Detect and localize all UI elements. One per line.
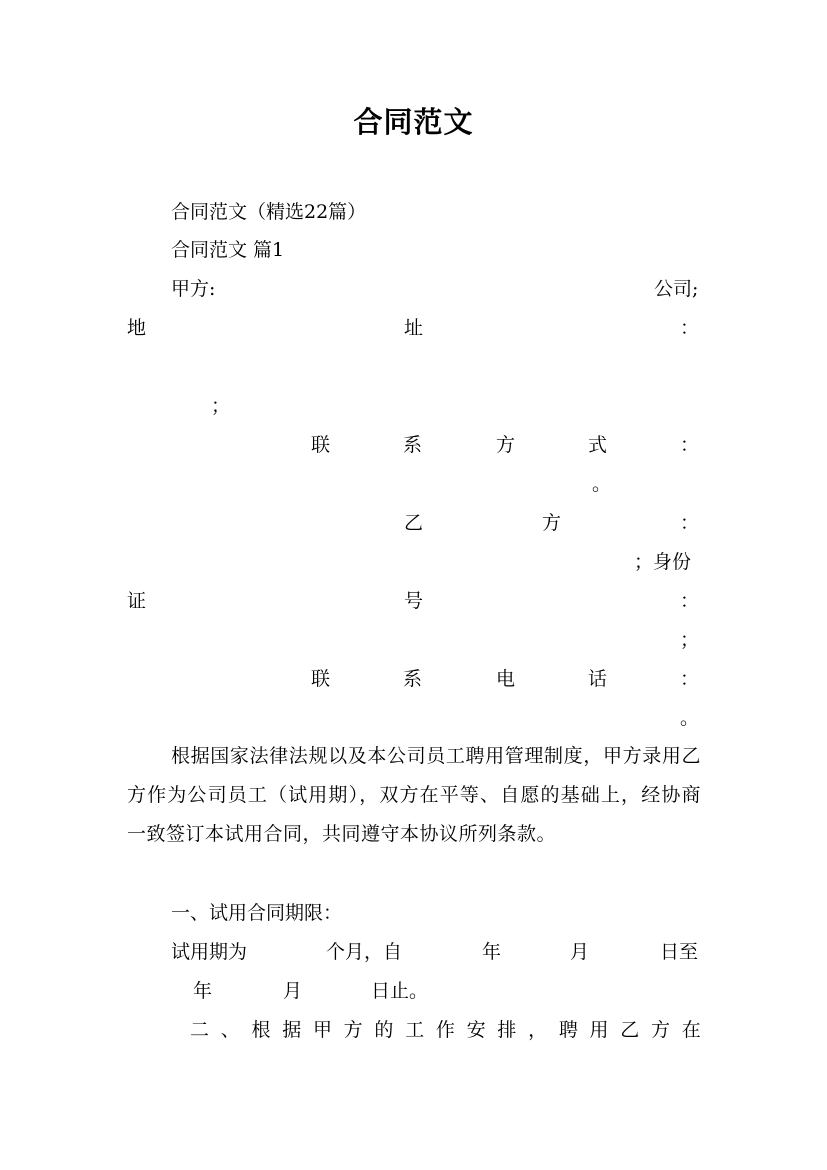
contact-char-4: 式 bbox=[588, 434, 608, 456]
party-b-period: 。 bbox=[680, 707, 700, 729]
phone-char-2: 系 bbox=[403, 668, 423, 690]
clause-2-char: 据 bbox=[282, 1019, 302, 1041]
party-b-colon: ： bbox=[680, 512, 700, 534]
clause-1-trial-period: 试用期为 bbox=[171, 941, 248, 963]
document-subtitle: 合同范文（精选22篇） bbox=[171, 201, 367, 223]
contact-char-3: 方 bbox=[496, 434, 516, 456]
clause-2-line bbox=[190, 1018, 701, 1042]
id-colon: ： bbox=[680, 590, 700, 612]
clause-1-end-month: 月 bbox=[283, 980, 303, 1002]
clause-2-char: 聘 bbox=[558, 1019, 578, 1041]
clause-1-month: 月 bbox=[570, 941, 590, 963]
section-heading: 合同范文 篇1 bbox=[171, 239, 285, 261]
clause-2-char: ， bbox=[528, 1019, 548, 1041]
phone-char-1: 联 bbox=[311, 668, 331, 690]
contact-char-2: 系 bbox=[403, 434, 423, 456]
phone-char-4: 话 bbox=[588, 668, 608, 690]
clause-2-char: 排 bbox=[497, 1019, 517, 1041]
clause-1-end-year: 年 bbox=[193, 980, 213, 1002]
clause-1-day-to: 日至 bbox=[660, 941, 699, 963]
phone-colon: ： bbox=[680, 668, 700, 690]
address-char-2: 址 bbox=[404, 317, 424, 339]
clause-2-char: 用 bbox=[589, 1019, 609, 1041]
address-colon: ： bbox=[680, 317, 700, 339]
clause-2-char: 乙 bbox=[620, 1019, 640, 1041]
clause-2-char: 二 bbox=[190, 1019, 210, 1041]
clause-1-heading: 一、试用合同期限： bbox=[171, 902, 343, 924]
clause-2-char: 根 bbox=[251, 1019, 271, 1041]
party-b-char-2: 方 bbox=[542, 512, 562, 534]
clause-2-char: 在 bbox=[681, 1019, 701, 1041]
clause-2-char: 、 bbox=[220, 1019, 240, 1041]
party-b-char-1: 乙 bbox=[404, 512, 424, 534]
clause-2-char: 安 bbox=[466, 1019, 486, 1041]
party-a-label: 甲方: bbox=[171, 278, 216, 300]
id-prefix: ；身份 bbox=[634, 551, 692, 573]
clause-2-char: 作 bbox=[435, 1019, 455, 1041]
phone-char-3: 电 bbox=[496, 668, 516, 690]
clause-1-year: 年 bbox=[482, 941, 502, 963]
party-a-company-suffix: 公司; bbox=[654, 278, 699, 300]
id-char-1: 证 bbox=[127, 590, 147, 612]
clause-2-char: 的 bbox=[374, 1019, 394, 1041]
id-semicolon: ； bbox=[680, 629, 700, 651]
party-a-period: 。 bbox=[592, 473, 612, 495]
clause-2-char: 甲 bbox=[312, 1019, 332, 1041]
clause-2-char: 工 bbox=[405, 1019, 425, 1041]
clause-1-end-day: 日止。 bbox=[371, 980, 429, 1002]
contact-colon: ： bbox=[680, 434, 700, 456]
id-char-2: 号 bbox=[404, 590, 424, 612]
intro-paragraph: 根据国家法律法规以及本公司员工聘用管理制度，甲方录用乙方作为公司员工（试用期），双方在平等、自愿的基础上，经协商一致签订本试用合同，共同遵守本协议所列条款。 bbox=[127, 745, 701, 845]
clause-2-char: 方 bbox=[651, 1019, 671, 1041]
clause-1-months-from: 个月，自 bbox=[326, 941, 403, 963]
document-title: 合同范文 bbox=[353, 105, 474, 139]
address-char-1: 地 bbox=[127, 317, 147, 339]
address-semicolon: ； bbox=[211, 395, 231, 417]
contact-char-1: 联 bbox=[311, 434, 331, 456]
clause-2-char: 方 bbox=[343, 1019, 363, 1041]
